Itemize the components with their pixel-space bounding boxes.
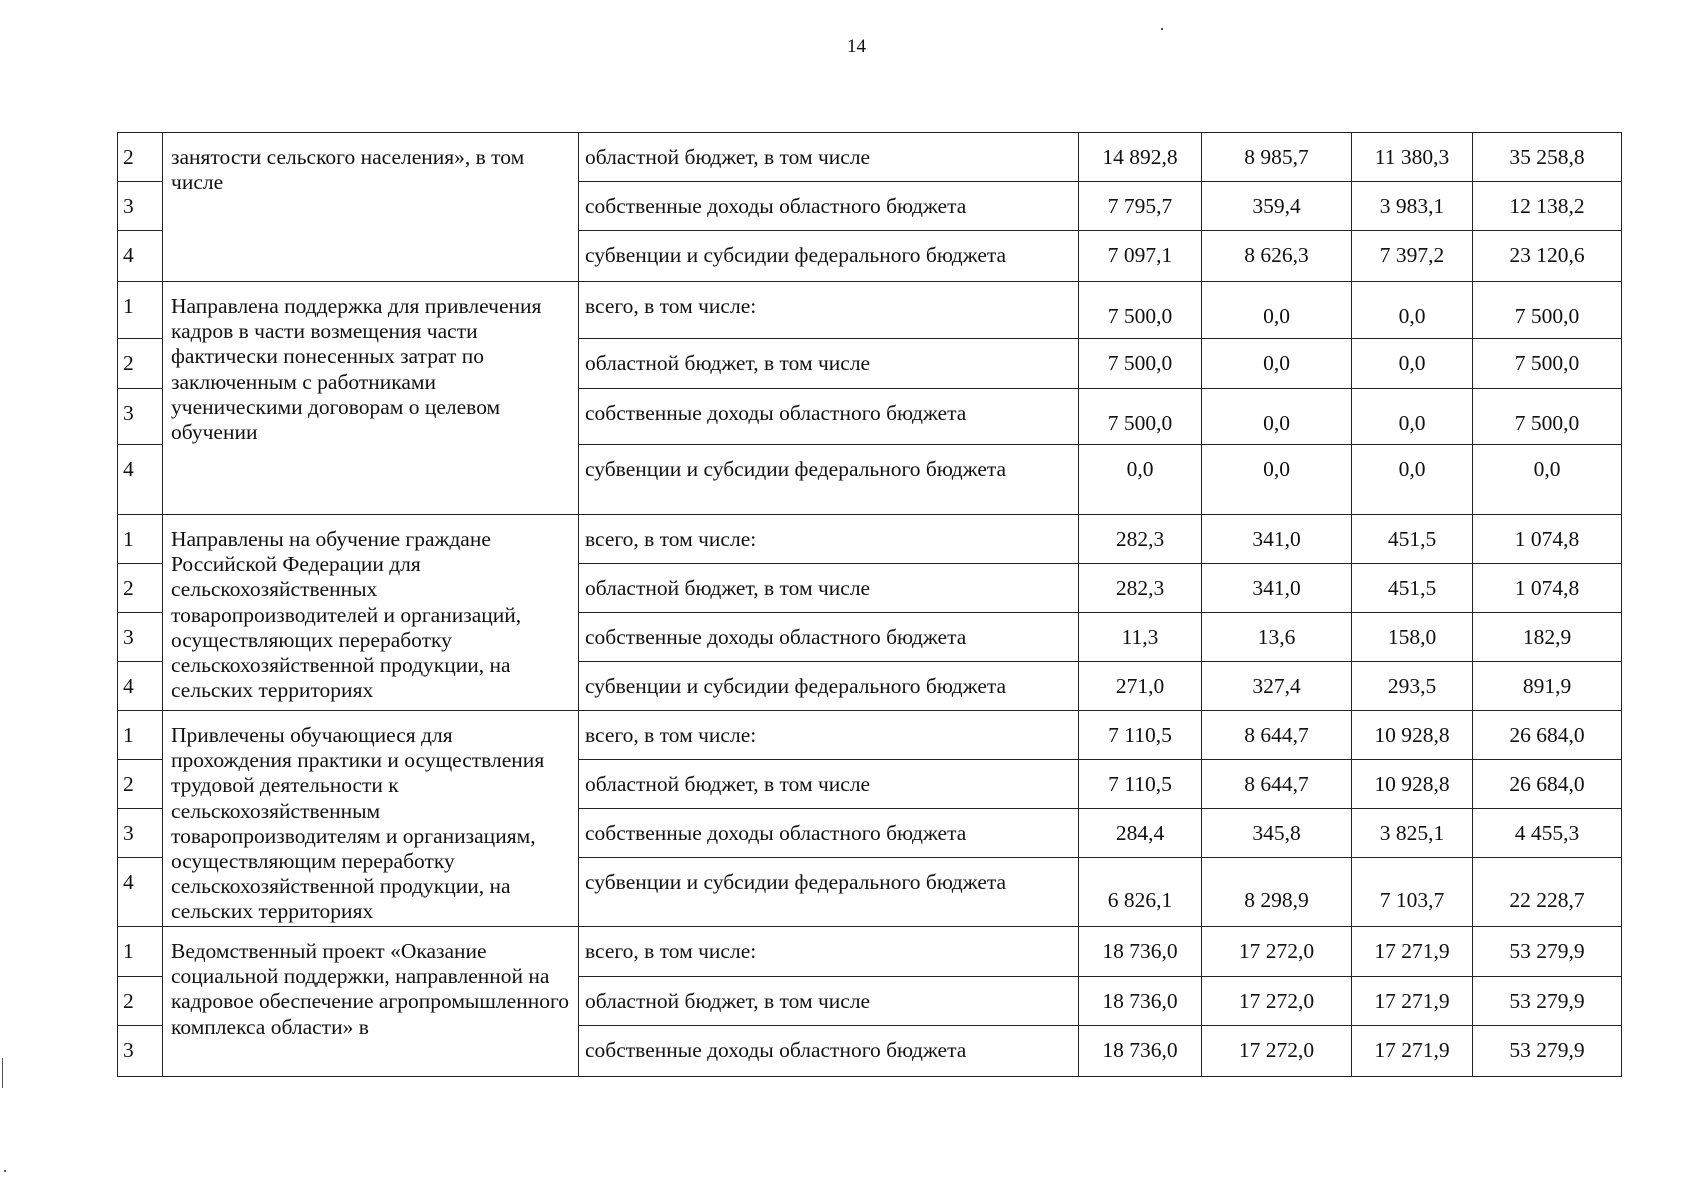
- value-cell: 26 684,0: [1473, 711, 1622, 760]
- row-number: 1: [118, 515, 163, 564]
- value-cell: 7 795,7: [1079, 182, 1202, 231]
- value-cell: 17 271,9: [1352, 1026, 1473, 1077]
- value-cell: 22 228,7: [1473, 858, 1622, 927]
- value-cell: 1 074,8: [1473, 515, 1622, 564]
- value-cell: 53 279,9: [1473, 977, 1622, 1026]
- value-cell: 0,0: [1352, 389, 1473, 445]
- value-cell: 17 271,9: [1352, 927, 1473, 977]
- funding-source: собственные доходы областного бюджета: [579, 1026, 1079, 1077]
- value-cell: 293,5: [1352, 662, 1473, 711]
- table-row: [118, 711, 1622, 760]
- funding-source: областной бюджет, в том числе: [579, 564, 1079, 613]
- value-cell: 345,8: [1202, 809, 1352, 858]
- funding-source: собственные доходы областного бюджета: [579, 809, 1079, 858]
- value-cell: 341,0: [1202, 564, 1352, 613]
- value-cell: 891,9: [1473, 662, 1622, 711]
- value-cell: 17 272,0: [1202, 1026, 1352, 1077]
- value-cell: 8 644,7: [1202, 760, 1352, 809]
- value-cell: 7 110,5: [1079, 760, 1202, 809]
- row-number: 3: [118, 1026, 163, 1077]
- row-number: 4: [118, 662, 163, 711]
- value-cell: 0,0: [1352, 282, 1473, 339]
- value-cell: 18 736,0: [1079, 977, 1202, 1026]
- value-cell: 0,0: [1202, 445, 1352, 515]
- value-cell: 7 500,0: [1473, 282, 1622, 339]
- page-number: 14: [847, 36, 866, 57]
- value-cell: 10 928,8: [1352, 711, 1473, 760]
- scan-artifact: [1161, 28, 1163, 30]
- value-cell: 13,6: [1202, 613, 1352, 662]
- value-cell: 8 644,7: [1202, 711, 1352, 760]
- value-cell: 451,5: [1352, 515, 1473, 564]
- value-cell: 0,0: [1079, 445, 1202, 515]
- value-cell: 17 271,9: [1352, 977, 1473, 1026]
- value-cell: 282,3: [1079, 515, 1202, 564]
- value-cell: 3 825,1: [1352, 809, 1473, 858]
- funding-source: собственные доходы областного бюджета: [579, 613, 1079, 662]
- table-row: [118, 133, 1622, 182]
- row-number: 2: [118, 564, 163, 613]
- table-row: [118, 927, 1622, 977]
- value-cell: 14 892,8: [1079, 133, 1202, 182]
- value-cell: 7 500,0: [1079, 389, 1202, 445]
- table-row: [118, 282, 1622, 339]
- value-cell: 7 500,0: [1079, 282, 1202, 339]
- value-cell: 10 928,8: [1352, 760, 1473, 809]
- funding-source: областной бюджет, в том числе: [579, 339, 1079, 389]
- value-cell: 6 826,1: [1079, 858, 1202, 927]
- row-number: 3: [118, 613, 163, 662]
- funding-source: собственные доходы областного бюджета: [579, 389, 1079, 445]
- row-description: Направлена поддержка для привлечения кадров в части возмещения части фактически понесенных затрат по заключенным с работниками ученическими договорам о целевом обучении: [163, 282, 579, 515]
- funding-source: собственные доходы областного бюджета: [579, 182, 1079, 231]
- value-cell: 17 272,0: [1202, 927, 1352, 977]
- value-cell: 341,0: [1202, 515, 1352, 564]
- value-cell: 4 455,3: [1473, 809, 1622, 858]
- value-cell: 18 736,0: [1079, 927, 1202, 977]
- value-cell: 3 983,1: [1352, 182, 1473, 231]
- funding-source: областной бюджет, в том числе: [579, 760, 1079, 809]
- value-cell: 284,4: [1079, 809, 1202, 858]
- funding-source: всего, в том числе:: [579, 927, 1079, 977]
- value-cell: 327,4: [1202, 662, 1352, 711]
- row-number: 4: [118, 231, 163, 282]
- funding-source: всего, в том числе:: [579, 711, 1079, 760]
- funding-source: субвенции и субсидии федерального бюджета: [579, 445, 1079, 515]
- funding-source: субвенции и субсидии федерального бюджета: [579, 858, 1079, 927]
- value-cell: 53 279,9: [1473, 927, 1622, 977]
- value-cell: 26 684,0: [1473, 760, 1622, 809]
- value-cell: 11 380,3: [1352, 133, 1473, 182]
- value-cell: 8 626,3: [1202, 231, 1352, 282]
- funding-source: субвенции и субсидии федерального бюджета: [579, 231, 1079, 282]
- scan-artifact: [4, 1170, 6, 1172]
- row-number: 3: [118, 182, 163, 231]
- funding-source: всего, в том числе:: [579, 515, 1079, 564]
- value-cell: 158,0: [1352, 613, 1473, 662]
- row-description: Ведомственный проект «Оказание социальной поддержки, направленной на кадровое обеспечение агропромышленного комплекса области» в: [163, 927, 579, 1077]
- row-number: 1: [118, 711, 163, 760]
- row-number: 1: [118, 927, 163, 977]
- funding-source: субвенции и субсидии федерального бюджета: [579, 662, 1079, 711]
- value-cell: 17 272,0: [1202, 977, 1352, 1026]
- row-number: 2: [118, 760, 163, 809]
- value-cell: 7 103,7: [1352, 858, 1473, 927]
- row-number: 3: [118, 389, 163, 445]
- value-cell: 182,9: [1473, 613, 1622, 662]
- value-cell: 12 138,2: [1473, 182, 1622, 231]
- value-cell: 359,4: [1202, 182, 1352, 231]
- value-cell: 7 500,0: [1473, 339, 1622, 389]
- value-cell: 0,0: [1352, 445, 1473, 515]
- row-number: 3: [118, 809, 163, 858]
- value-cell: 0,0: [1202, 389, 1352, 445]
- value-cell: 7 397,2: [1352, 231, 1473, 282]
- value-cell: 7 500,0: [1473, 389, 1622, 445]
- row-number: 2: [118, 339, 163, 389]
- value-cell: 271,0: [1079, 662, 1202, 711]
- value-cell: 282,3: [1079, 564, 1202, 613]
- funding-source: областной бюджет, в том числе: [579, 133, 1079, 182]
- value-cell: 8 298,9: [1202, 858, 1352, 927]
- value-cell: 11,3: [1079, 613, 1202, 662]
- value-cell: 35 258,8: [1473, 133, 1622, 182]
- row-number: 4: [118, 445, 163, 515]
- value-cell: 8 985,7: [1202, 133, 1352, 182]
- row-description: Привлечены обучающиеся для прохождения практики и осуществления трудовой деятельности к сельскохозяйственным товаропроизводителям и организациям, осуществляющим переработку сельскохозяйственной продукции, на сельских территориях: [163, 711, 579, 927]
- funding-source: областной бюджет, в том числе: [579, 977, 1079, 1026]
- table-row: [118, 515, 1622, 564]
- row-number: 2: [118, 133, 163, 182]
- value-cell: 7 110,5: [1079, 711, 1202, 760]
- row-description: Направлены на обучение граждане Российской Федерации для сельскохозяйственных товаропроизводителей и организаций, осуществляющих переработку сельскохозяйственной продукции, на сельских территориях: [163, 515, 579, 711]
- value-cell: 53 279,9: [1473, 1026, 1622, 1077]
- row-number: 1: [118, 282, 163, 339]
- funding-source: всего, в том числе:: [579, 282, 1079, 339]
- value-cell: 0,0: [1352, 339, 1473, 389]
- value-cell: 0,0: [1202, 282, 1352, 339]
- value-cell: 7 500,0: [1079, 339, 1202, 389]
- value-cell: 1 074,8: [1473, 564, 1622, 613]
- value-cell: 451,5: [1352, 564, 1473, 613]
- value-cell: 0,0: [1473, 445, 1622, 515]
- row-description: занятости сельского населения», в том числе: [163, 133, 579, 282]
- value-cell: 23 120,6: [1473, 231, 1622, 282]
- value-cell: 18 736,0: [1079, 1026, 1202, 1077]
- scan-artifact: [2, 1058, 3, 1088]
- budget-table: [117, 132, 1622, 1077]
- row-number: 4: [118, 858, 163, 927]
- row-number: 2: [118, 977, 163, 1026]
- value-cell: 0,0: [1202, 339, 1352, 389]
- value-cell: 7 097,1: [1079, 231, 1202, 282]
